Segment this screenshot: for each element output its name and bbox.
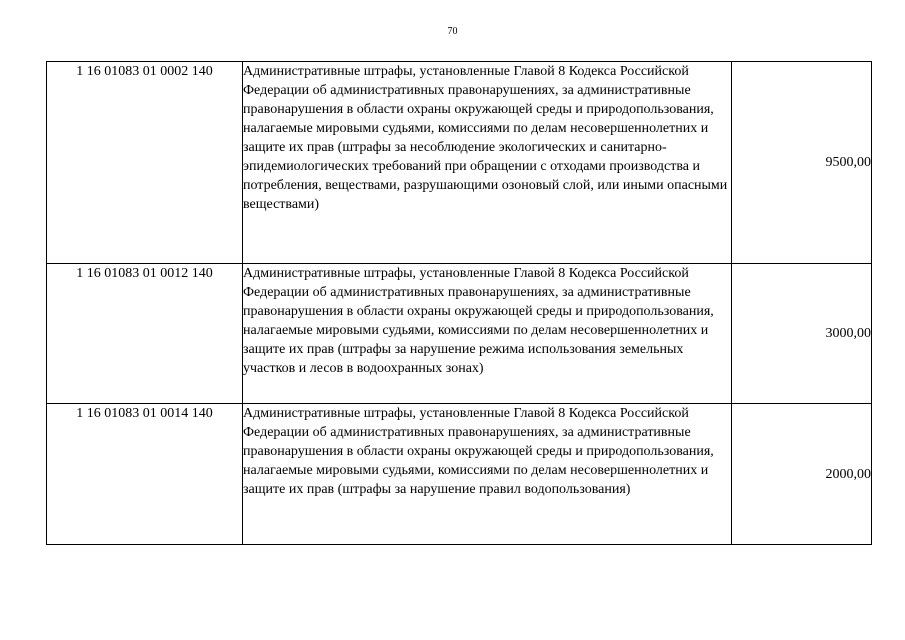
amount-cell: 2000,00	[732, 404, 872, 545]
description-cell: Административные штрафы, установленные Главой 8 Кодекса Российской Федерации об административных правонарушениях, за административные правонарушения в области охраны окружающей среды и природопользования, налагаемые мировыми судьями, комиссиями по делам несовершеннолетних и защите их прав (штрафы за нарушение режима использования земельных участков и лесов в водоохранных зонах)	[243, 264, 732, 404]
budget-code-cell: 1 16 01083 01 0012 140	[47, 264, 243, 404]
description-cell: Административные штрафы, установленные Главой 8 Кодекса Российской Федерации об административных правонарушениях, за административные правонарушения в области охраны окружающей среды и природопользования, налагаемые мировыми судьями, комиссиями по делам несовершеннолетних и защите их прав (штрафы за нарушение правил водопользования)	[243, 404, 732, 545]
table-row	[47, 62, 872, 264]
amount-cell: 3000,00	[732, 264, 872, 404]
table-row	[47, 264, 872, 404]
budget-code-cell: 1 16 01083 01 0002 140	[47, 62, 243, 264]
amount-cell: 9500,00	[732, 62, 872, 264]
description-cell: Административные штрафы, установленные Главой 8 Кодекса Российской Федерации об административных правонарушениях, за административные правонарушения в области охраны окружающей среды и природопользования, налагаемые мировыми судьями, комиссиями по делам несовершеннолетних и защите их прав (штрафы за несоблюдение экологических и санитарно-эпидемиологических требований при обращении с отходами производства и потребления, веществами, разрушающими озоновый слой, или иными опасными веществами)	[243, 62, 732, 264]
page-number: 70	[447, 26, 458, 37]
budget-classification-table	[46, 61, 872, 545]
budget-code-cell: 1 16 01083 01 0014 140	[47, 404, 243, 545]
table-row	[47, 404, 872, 545]
